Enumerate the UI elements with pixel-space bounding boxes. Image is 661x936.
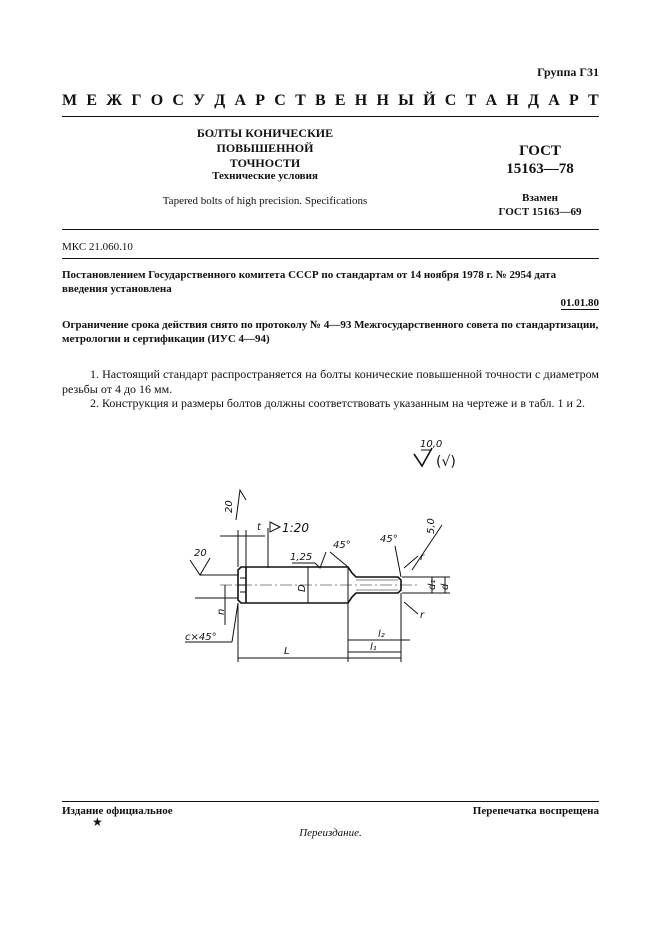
banner-letter: Р bbox=[255, 92, 266, 109]
banner-letter: В bbox=[314, 92, 326, 109]
date-introduced: 01.01.80 bbox=[560, 297, 599, 309]
banner-letter: А bbox=[548, 92, 560, 109]
group-code: Группа Г31 bbox=[537, 65, 599, 79]
banner-letter: Д bbox=[214, 92, 226, 109]
banner-letter: Т bbox=[465, 92, 477, 109]
header-divider bbox=[62, 116, 599, 117]
banner-letter: Н bbox=[506, 92, 519, 109]
bolt-drawing bbox=[180, 430, 480, 670]
edition-official: Издание официальное bbox=[62, 805, 173, 817]
banner-letter: У bbox=[193, 92, 205, 109]
gost-number: 15163—78 bbox=[506, 161, 574, 177]
banner-letter: Е bbox=[334, 92, 346, 109]
roughness-125: 1,25 bbox=[290, 552, 313, 563]
angle-45-left: 45° bbox=[333, 540, 351, 551]
angle-45-right: 45° bbox=[380, 534, 398, 545]
roughness-paren: (√) bbox=[436, 454, 456, 470]
standard-banner bbox=[62, 92, 599, 110]
title-line-2: ТОЧНОСТИ bbox=[229, 156, 301, 170]
banner-letter: Н bbox=[354, 92, 368, 109]
star-mark: ★ bbox=[92, 815, 103, 829]
bolt-outline bbox=[220, 567, 420, 603]
title-english: Tapered bolts of high precision. Specifications bbox=[162, 195, 368, 207]
roughness-symbol bbox=[414, 439, 456, 470]
dim-t: t bbox=[257, 522, 261, 533]
title-divider bbox=[62, 229, 599, 230]
gost-label: ГОСТ bbox=[519, 143, 561, 159]
title-line-1: БОЛТЫ КОНИЧЕСКИЕ ПОВЫШЕННОЙ bbox=[196, 126, 334, 155]
chamfer-label: c×45° bbox=[185, 632, 217, 643]
replaces-standard bbox=[480, 191, 600, 219]
banner-letter: Й bbox=[423, 92, 436, 109]
dim-l1: l₁ bbox=[370, 642, 377, 653]
banner-letter: С bbox=[444, 92, 457, 109]
gost-designation bbox=[480, 142, 600, 178]
banner-letter: Т bbox=[295, 92, 306, 109]
banner-letter: Р bbox=[569, 92, 579, 109]
dim-l2: l₂ bbox=[378, 629, 385, 640]
banner-letter: А bbox=[234, 92, 247, 109]
roughness-20-left: 20 bbox=[194, 548, 207, 559]
banner-letter: М bbox=[62, 92, 78, 109]
replace-label: Взамен bbox=[522, 192, 558, 204]
banner-letter: О bbox=[150, 92, 164, 109]
mks-code: МКС 21.060.10 bbox=[62, 241, 133, 253]
radius-r-top: r bbox=[420, 552, 425, 563]
reissue-note: Переиздание. bbox=[299, 827, 362, 839]
reprint-prohibited: Перепечатка воспрещена bbox=[472, 805, 599, 817]
banner-letter: Г bbox=[131, 92, 142, 109]
replace-number: ГОСТ 15163—69 bbox=[498, 206, 582, 218]
paragraph-2: 2. Конструкция и размеры болтов должны соответствовать указанным на чертеже и в табл. 1 и 2. bbox=[90, 396, 585, 410]
paragraph-1: 1. Настоящий стандарт распространяется на болты конические повышенной точности с диаметром резьбы от 4 до 16 мм. bbox=[62, 367, 599, 396]
roughness-50: 5,0 bbox=[426, 518, 437, 534]
banner-letter: Н bbox=[376, 92, 389, 109]
dim-n: n bbox=[216, 608, 227, 615]
dim-D: D bbox=[297, 584, 308, 592]
banner-letter: А bbox=[485, 92, 498, 109]
banner-letter: Т bbox=[588, 92, 599, 109]
banner-letter: Е bbox=[86, 92, 98, 109]
decree-text: Постановлением Государственного комитета СССР по стандартам от 14 ноября 1978 г. № 2954 дата введения установлена bbox=[62, 269, 557, 295]
document-subtitle: Технические условия bbox=[212, 170, 318, 182]
mks-divider bbox=[62, 258, 599, 259]
banner-letter: С bbox=[274, 92, 286, 109]
dim-d1: d₁ bbox=[427, 579, 438, 590]
roughness-value: 10,0 bbox=[420, 439, 443, 450]
banner-letter: Ы bbox=[398, 92, 414, 109]
document-title bbox=[150, 126, 380, 171]
banner-letter: Ж bbox=[106, 92, 123, 109]
footer-divider bbox=[62, 801, 599, 802]
dim-L: L bbox=[284, 646, 290, 657]
taper-ratio: 1:20 bbox=[282, 521, 309, 535]
dim-d: d bbox=[440, 583, 451, 590]
banner-letter: Д bbox=[527, 92, 539, 109]
radius-r-bottom: r bbox=[420, 610, 425, 621]
banner-letter: С bbox=[172, 92, 184, 109]
roughness-20-top: 20 bbox=[224, 500, 235, 513]
limitation-text: Ограничение срока действия снято по протоколу № 4—93 Межгосударственного совета по стандартизации, метрологии и сертификации (ИУС 4—94) bbox=[62, 319, 599, 345]
